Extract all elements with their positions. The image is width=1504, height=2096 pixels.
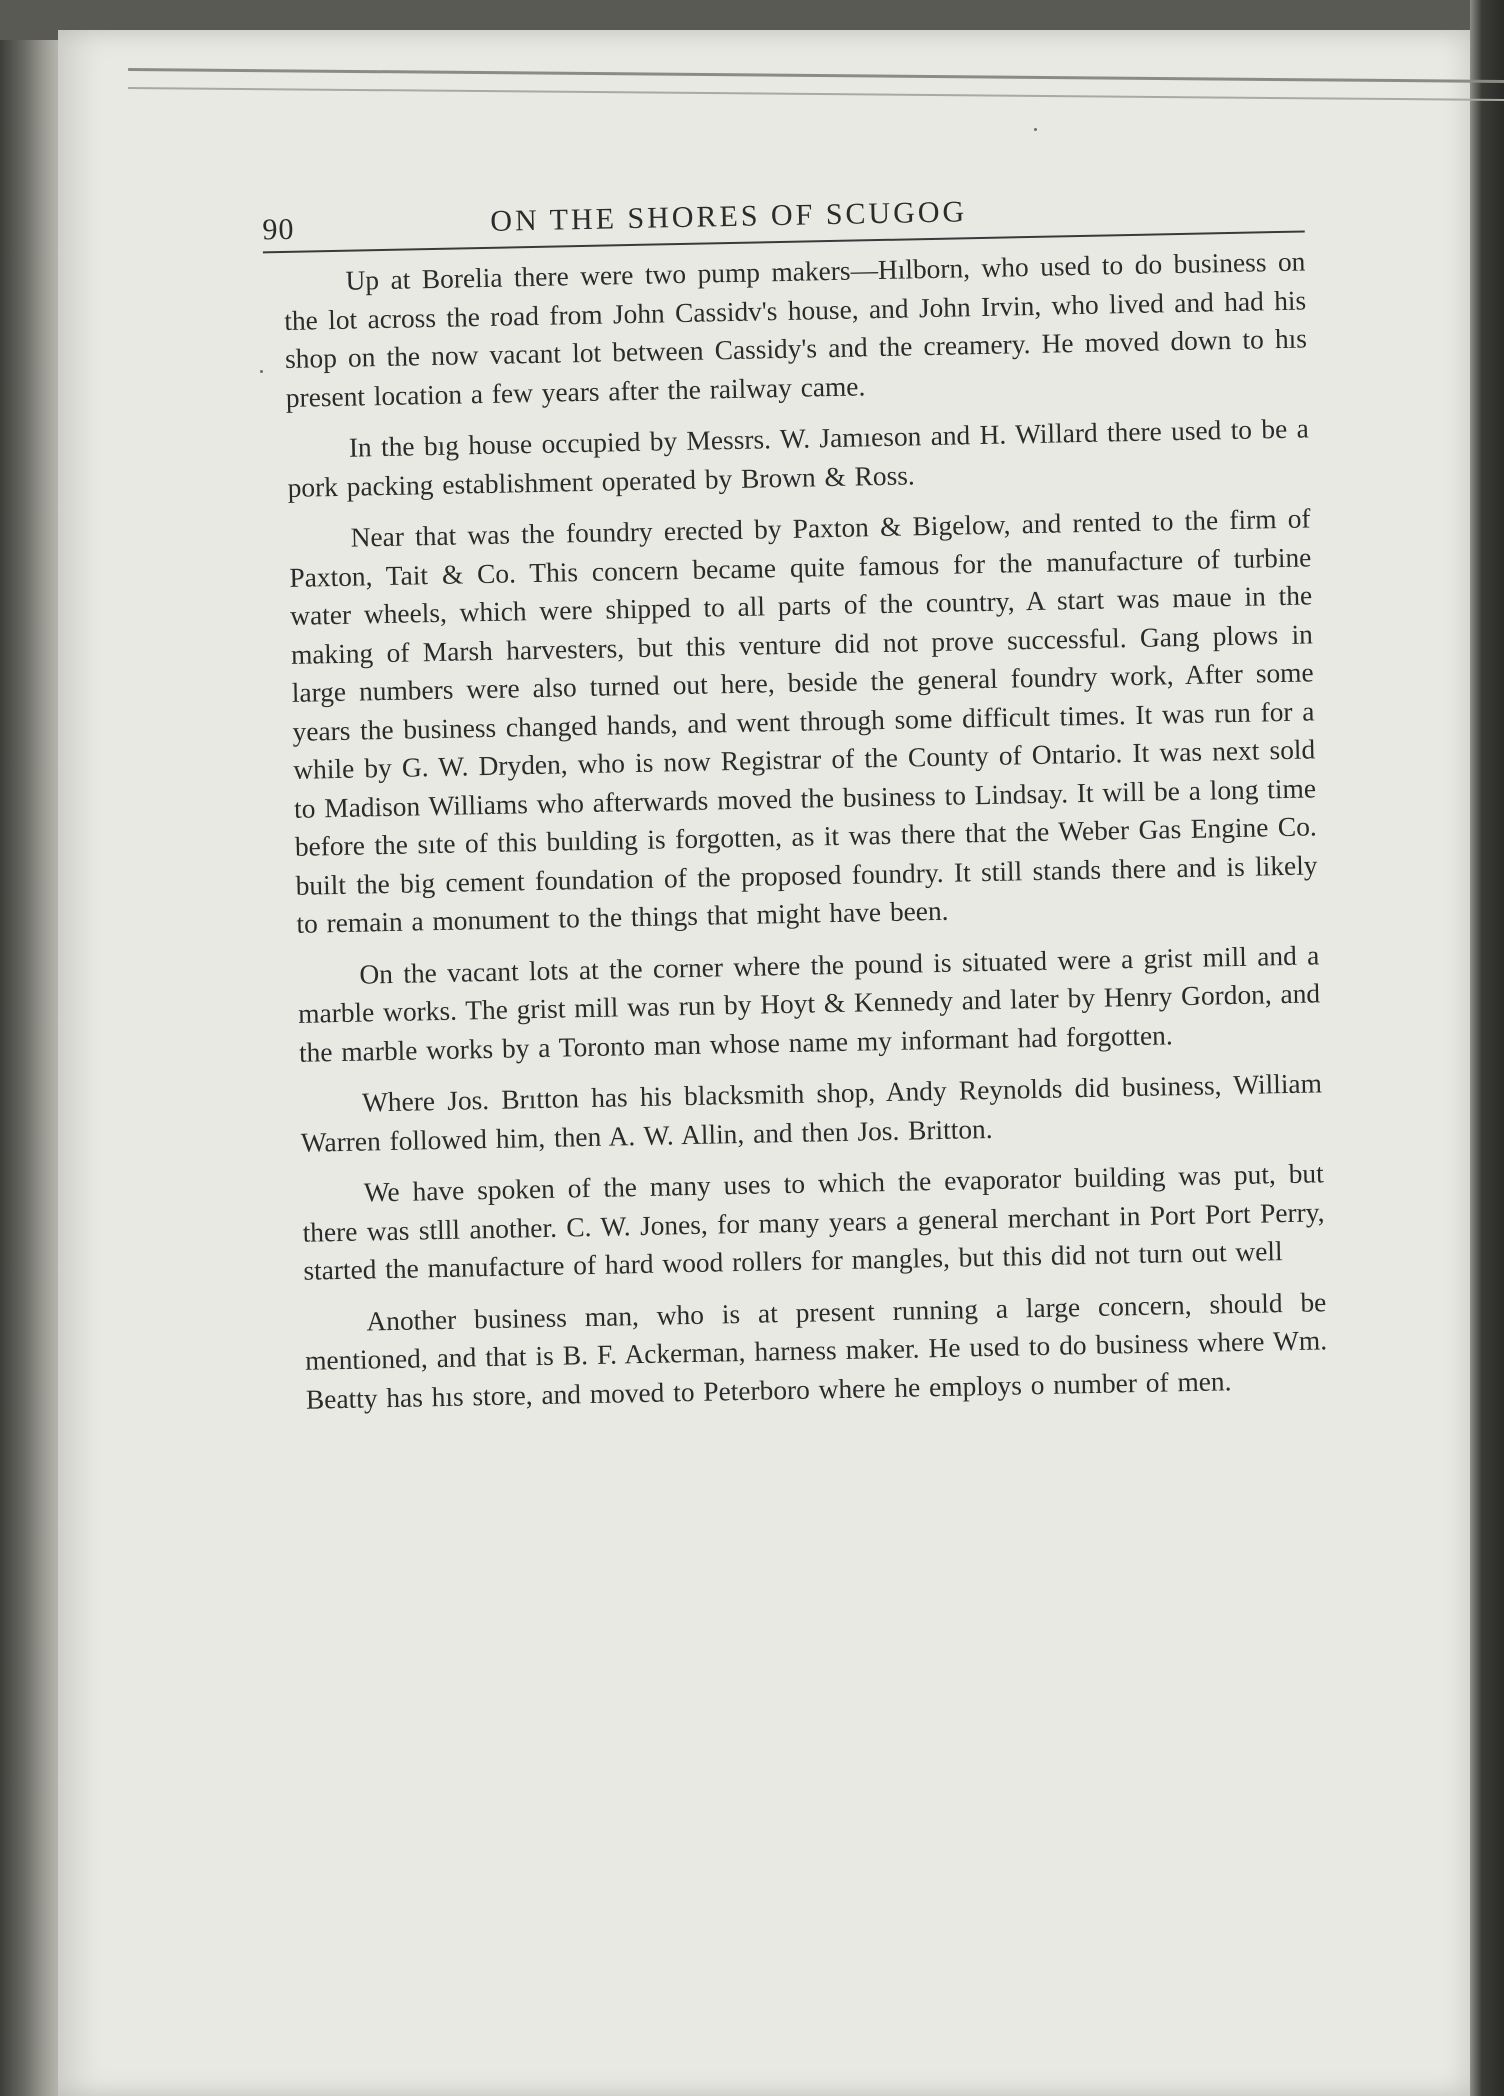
paper-speck <box>260 370 263 373</box>
paragraph: Where Jos. Brıtton has his blacksmith shop, Andy Reynolds did business, William Warren followed him, then A. W. Allin, and then Jos. Britton. <box>300 1068 1323 1158</box>
running-head: ON THE SHORES OF SCUGOG <box>490 195 968 238</box>
paragraph: Up at Borelia there were two pump makers—Hılborn, who used to do business on the lot across the road from John Cassidv's house, and John Irvin, who lived and had his shop on the now vacant lot between Cassidy's and the creamery. He moved down to hıs present location a few years after the railway came. <box>284 246 1308 413</box>
paragraph: On the vacant lots at the corner where the pound is situated were a grist mill and a marble works. The grist mill was run by Hoyt & Kennedy and later by Henry Gordon, and the marble works by a Toronto man whose name my informant had forgotten. <box>297 939 1321 1068</box>
book-spine-edge <box>0 40 62 2096</box>
paragraph: Another business man, who is at present running a large concern, should be mentioned, and that is B. F. Ackerman, harness maker. He used to do business where Wm. Beatty has hıs store, and moved to Peterboro where he employs o number of men. <box>304 1286 1328 1415</box>
paragraph: In the bıg house occupied by Messrs. W. Jamıeson and H. Willard there used to be a pork packing establishment operated by Brown & Ross. <box>287 413 1309 503</box>
page-number: 90 <box>262 212 295 247</box>
paragraph: Near that was the foundry erected by Paxton & Bigelow, and rented to the firm of Paxton, Tait & Co. This concern became quite famous for the manufacture of turbine water wheels, which were shipped to all parts of the country, A start was maue in the making of Marsh harvesters, but this venture did not prove successful. Gang plows in large numbers were also turned out here, beside the general foundry work, After some years the business changed hands, and went through some difficult times. It was run for a while by G. W. Dryden, who is now Registrar of the County of Ontario. It was next sold to Madison Williams who afterwards moved the business to Lindsay. It will be a long time before the sıte of this buılding is forgotten, as it was there that the Weber Gas Engine Co. built the big cement foundation of the proposed foundry. It still stands there and is likely to remain a monument to the things that might have been. <box>289 503 1318 939</box>
page-stack-edge <box>128 68 1504 101</box>
paragraph: We have spoken of the many uses to which the evaporator building was put, but there was stlll another. C. W. Jones, for many years a general merchant in Port Port Perry, started the manufacture of hard wood rollers for mangles, but this did not turn out well <box>302 1158 1325 1286</box>
book-cover-edge <box>1470 0 1504 2096</box>
body-text <box>283 242 1328 1418</box>
page-content <box>262 184 1328 1431</box>
paper-speck <box>1034 128 1037 131</box>
